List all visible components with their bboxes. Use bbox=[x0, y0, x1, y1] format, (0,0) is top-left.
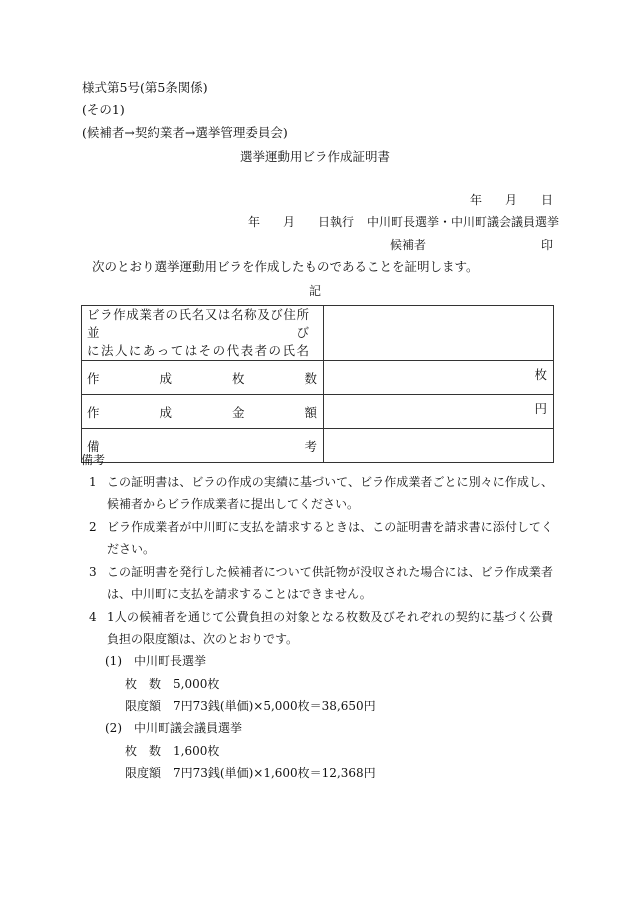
note-item bbox=[81, 471, 553, 515]
document-title: 選挙運動用ビラ作成証明書 bbox=[239, 149, 390, 164]
amount-label-char: 金 bbox=[231, 404, 245, 420]
seal-mark: 印 bbox=[541, 238, 554, 252]
table-row bbox=[82, 429, 554, 463]
election-month: 月 bbox=[283, 215, 296, 229]
note-number: 1 bbox=[89, 475, 97, 489]
note-number: 3 bbox=[89, 565, 97, 579]
note-number: 2 bbox=[89, 520, 97, 534]
subitem-council-limit: 限度額 7円73銭(単価)×1,600枚＝12,368円 bbox=[125, 766, 376, 780]
vendor-value-cell[interactable] bbox=[324, 306, 554, 361]
table-row bbox=[82, 395, 554, 429]
notes-heading: 備考 bbox=[81, 453, 106, 467]
form-flow: (候補者→契約業者→選挙管理委員会) bbox=[82, 125, 288, 140]
election-day-exec: 日執行 bbox=[318, 215, 355, 229]
candidate-label: 候補者 bbox=[390, 238, 427, 252]
count-label-char: 作 bbox=[87, 370, 100, 386]
vendor-label-line2: に法人にあってはその代表者の氏名 bbox=[87, 343, 309, 358]
count-label-cell bbox=[82, 361, 324, 395]
amount-label-cell bbox=[82, 395, 324, 429]
remarks-label-char: 備 bbox=[87, 438, 100, 454]
count-label-char: 数 bbox=[304, 370, 317, 386]
form-part: (その1) bbox=[82, 102, 125, 117]
certification-statement: 次のとおり選挙運動用ビラを作成したものであることを証明します。 bbox=[92, 259, 479, 274]
subitem-council-label: (2) 中川町議会議員選挙 bbox=[105, 721, 242, 735]
remarks-label-char: 考 bbox=[304, 438, 317, 454]
date-year: 年 bbox=[470, 193, 483, 207]
note-item bbox=[81, 516, 553, 560]
note-text: 1人の候補者を通じて公費負担の対象となる枚数及びそれぞれの契約に基づく公費負担の限度額は、次のとおりです。 bbox=[107, 610, 553, 646]
note-text: この証明書は、ビラの作成の実績に基づいて、ビラ作成業者ごとに別々に作成し、候補者からビラ作成業者に提出してください。 bbox=[107, 475, 553, 511]
election-name: 中川町長選挙・中川町議会議員選挙 bbox=[367, 215, 560, 229]
note-item bbox=[81, 606, 553, 650]
amount-value-cell[interactable] bbox=[324, 395, 554, 429]
amount-label-char: 額 bbox=[304, 404, 317, 420]
vendor-label-cell bbox=[82, 306, 324, 361]
certificate-table bbox=[81, 305, 554, 463]
table-row bbox=[82, 306, 554, 361]
amount-label-char: 成 bbox=[159, 404, 172, 420]
note-text: この証明書を発行した候補者について供託物が没収された場合には、ビラ作成業者は、中川町に支払を請求することはできません。 bbox=[107, 565, 553, 601]
subitem-mayor-limit: 限度額 7円73銭(単価)×5,000枚＝38,650円 bbox=[125, 699, 376, 713]
subitem-council-count: 枚 数 1,600枚 bbox=[125, 744, 220, 758]
note-text: ビラ作成業者が中川町に支払を請求するときは、この証明書を請求書に添付してください。 bbox=[107, 520, 553, 556]
count-label-char: 成 bbox=[159, 370, 172, 386]
date-day: 日 bbox=[541, 193, 554, 207]
note-number: 4 bbox=[89, 610, 97, 624]
election-year: 年 bbox=[248, 215, 261, 229]
count-unit: 枚 bbox=[534, 367, 547, 382]
subitem-mayor-label: (1) 中川町長選挙 bbox=[105, 654, 206, 668]
count-value-cell[interactable] bbox=[324, 361, 554, 395]
ki-mark: 記 bbox=[309, 284, 322, 298]
date-month: 月 bbox=[505, 193, 518, 207]
remarks-value-cell[interactable] bbox=[324, 429, 554, 463]
count-label-char: 枚 bbox=[231, 370, 245, 386]
form-number: 様式第5号(第5条関係) bbox=[82, 80, 208, 95]
vendor-label-line1: ビラ作成業者の氏名又は名称及び住所並び bbox=[87, 307, 309, 340]
table-row bbox=[82, 361, 554, 395]
amount-label-char: 作 bbox=[87, 404, 100, 420]
remarks-label-cell bbox=[82, 429, 324, 463]
note-item bbox=[81, 561, 553, 605]
amount-unit: 円 bbox=[534, 401, 547, 416]
subitem-mayor-count: 枚 数 5,000枚 bbox=[125, 677, 220, 691]
